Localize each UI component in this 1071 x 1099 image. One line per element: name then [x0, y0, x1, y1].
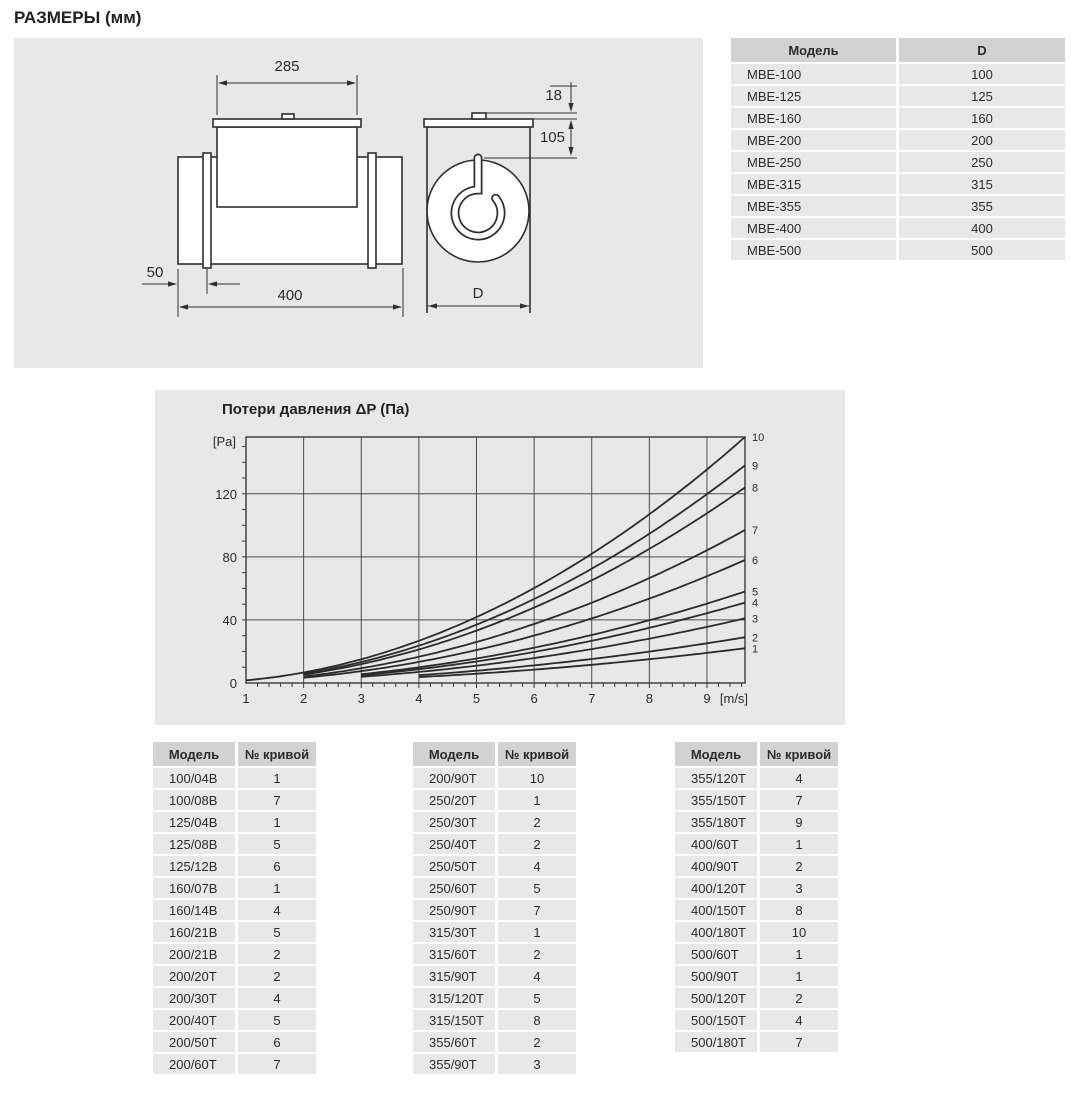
dim-width-top: 285 — [274, 58, 300, 75]
x-tick-label: 9 — [703, 691, 711, 706]
table-row — [413, 856, 576, 876]
table-row — [153, 988, 316, 1008]
x-axis-unit: [m/s] — [719, 691, 749, 706]
curve-label: 8 — [752, 482, 759, 495]
model-cell: 200/40Т — [153, 1010, 235, 1030]
column-header: Модель — [413, 742, 495, 766]
size-table — [728, 36, 1068, 262]
model-cell: 315/150Т — [413, 1010, 495, 1030]
duct-heater-side-view — [178, 114, 402, 268]
value-cell: 7 — [760, 790, 838, 810]
model-cell: 355/90Т — [413, 1054, 495, 1074]
value-cell: 125 — [899, 86, 1065, 106]
table-row — [675, 922, 838, 942]
table-row — [675, 812, 838, 832]
model-cell: 500/120Т — [675, 988, 757, 1008]
model-cell: 400/90Т — [675, 856, 757, 876]
model-cell: 160/21В — [153, 922, 235, 942]
value-cell: 1 — [760, 966, 838, 986]
right-flange — [368, 153, 376, 268]
pressure-chart-svg — [155, 390, 845, 725]
value-cell: 1 — [238, 768, 316, 788]
y-tick-label: 40 — [222, 612, 237, 628]
value-cell: 4 — [498, 856, 576, 876]
table-row — [731, 86, 1065, 106]
model-cell: МВЕ-250 — [731, 152, 896, 172]
value-cell: 160 — [899, 108, 1065, 128]
value-cell: 5 — [498, 878, 576, 898]
model-cell: 315/30Т — [413, 922, 495, 942]
model-cell: 315/60Т — [413, 944, 495, 964]
junction-box — [217, 127, 357, 207]
value-cell: 1 — [760, 834, 838, 854]
model-cell: 355/120Т — [675, 768, 757, 788]
value-cell: 10 — [498, 768, 576, 788]
table-row — [731, 108, 1065, 128]
x-tick-label: 8 — [645, 691, 653, 706]
y-tick-label: 0 — [229, 676, 237, 691]
value-cell: 4 — [760, 1010, 838, 1030]
value-cell: 7 — [760, 1032, 838, 1052]
model-cell: МВЕ-125 — [731, 86, 896, 106]
table-row — [675, 878, 838, 898]
pressure-loss-chart-panel — [155, 390, 845, 725]
value-cell: 7 — [498, 900, 576, 920]
model-cell: МВЕ-315 — [731, 174, 896, 194]
table-row — [413, 1010, 576, 1030]
model-cell: 200/21В — [153, 944, 235, 964]
model-cell: 100/04В — [153, 768, 235, 788]
table-row — [675, 1032, 838, 1052]
value-cell: 400 — [899, 218, 1065, 238]
value-cell: 1 — [498, 922, 576, 942]
model-cell: 500/180Т — [675, 1032, 757, 1052]
dim-diameter: D — [472, 285, 484, 302]
value-cell: 200 — [899, 130, 1065, 150]
table-row — [153, 768, 316, 788]
table-row — [413, 944, 576, 964]
column-header: № кривой — [238, 742, 316, 766]
curve-label: 1 — [752, 643, 759, 656]
table-row — [413, 768, 576, 788]
value-cell: 100 — [899, 64, 1065, 84]
dim-total-length: 400 — [277, 287, 303, 304]
model-cell: МВЕ-160 — [731, 108, 896, 128]
x-tick-label: 4 — [415, 691, 423, 706]
y-tick-label: 120 — [215, 486, 237, 502]
table-row — [153, 966, 316, 986]
value-cell: 6 — [238, 1032, 316, 1052]
value-cell: 250 — [899, 152, 1065, 172]
page-title: РАЗМЕРЫ (мм) — [14, 8, 142, 27]
model-cell: 250/40Т — [413, 834, 495, 854]
column-header: № кривой — [498, 742, 576, 766]
model-cell: МВЕ-200 — [731, 130, 896, 150]
curve-label: 9 — [752, 460, 759, 473]
table-row — [413, 790, 576, 810]
model-cell: 200/60Т — [153, 1054, 235, 1074]
technical-drawing-svg — [14, 38, 703, 368]
model-cell: 400/120Т — [675, 878, 757, 898]
model-cell: 500/90Т — [675, 966, 757, 986]
x-tick-label: 5 — [472, 691, 481, 706]
table-row — [413, 1054, 576, 1074]
table-row — [153, 790, 316, 810]
chart-title: Потери давления ΔP (Па) — [222, 401, 410, 418]
table-row — [731, 174, 1065, 194]
x-tick-label: 2 — [300, 691, 308, 706]
curve-label: 5 — [752, 586, 759, 599]
curve-label: 7 — [752, 525, 759, 538]
model-cell: 315/90Т — [413, 966, 495, 986]
model-cell: 250/20Т — [413, 790, 495, 810]
model-cell: 250/50Т — [413, 856, 495, 876]
model-cell: 400/180Т — [675, 922, 757, 942]
value-cell: 315 — [899, 174, 1065, 194]
model-cell: 250/90Т — [413, 900, 495, 920]
value-cell: 7 — [238, 1054, 316, 1074]
table-row — [153, 900, 316, 920]
value-cell: 1 — [760, 944, 838, 964]
column-header: Модель — [153, 742, 235, 766]
table-row — [153, 834, 316, 854]
column-header: D — [899, 38, 1065, 62]
table-row — [153, 1032, 316, 1052]
value-cell: 4 — [238, 900, 316, 920]
value-cell: 2 — [238, 944, 316, 964]
value-cell: 5 — [238, 922, 316, 942]
table-row — [731, 64, 1065, 84]
model-cell: МВЕ-400 — [731, 218, 896, 238]
curve-label: 4 — [752, 597, 759, 610]
table-row — [675, 988, 838, 1008]
table-row — [675, 790, 838, 810]
value-cell: 5 — [498, 988, 576, 1008]
table-row — [731, 130, 1065, 150]
table-row — [675, 768, 838, 788]
pressure-curve-9 — [304, 465, 745, 673]
curve-label: 3 — [752, 613, 759, 626]
table-row — [675, 856, 838, 876]
model-cell: МВЕ-500 — [731, 240, 896, 260]
size-table-header-row — [731, 38, 1065, 62]
model-cell: 200/50Т — [153, 1032, 235, 1052]
value-cell: 7 — [238, 790, 316, 810]
table-row — [675, 944, 838, 964]
x-tick-label: 6 — [530, 691, 538, 706]
dim-end-offset: 50 — [146, 264, 164, 281]
pressure-curve-8 — [304, 488, 745, 675]
table-row — [413, 812, 576, 832]
value-cell: 8 — [498, 1010, 576, 1030]
value-cell: 3 — [760, 878, 838, 898]
table-row — [731, 240, 1065, 260]
curve-table-header-row — [413, 742, 576, 766]
table-row — [731, 152, 1065, 172]
curve-table-3 — [672, 740, 841, 1054]
model-cell: 355/60Т — [413, 1032, 495, 1052]
table-row — [153, 812, 316, 832]
table-row — [731, 218, 1065, 238]
value-cell: 8 — [760, 900, 838, 920]
table-row — [413, 966, 576, 986]
model-cell: 400/60Т — [675, 834, 757, 854]
table-row — [153, 944, 316, 964]
value-cell: 2 — [498, 834, 576, 854]
dimensions-drawing-panel — [14, 38, 703, 368]
front-lid-handle — [472, 113, 486, 119]
model-cell: 500/150Т — [675, 1010, 757, 1030]
model-cell: 355/150Т — [675, 790, 757, 810]
value-cell: 4 — [238, 988, 316, 1008]
model-cell: 100/08В — [153, 790, 235, 810]
value-cell: 5 — [238, 834, 316, 854]
dim-cover-height: 18 — [545, 87, 562, 104]
value-cell: 355 — [899, 196, 1065, 216]
curve-table-1 — [150, 740, 319, 1076]
value-cell: 2 — [498, 944, 576, 964]
value-cell: 500 — [899, 240, 1065, 260]
value-cell: 4 — [498, 966, 576, 986]
x-tick-label: 1 — [242, 691, 250, 706]
x-tick-label: 7 — [588, 691, 596, 706]
curve-table-header-row — [675, 742, 838, 766]
table-row — [153, 922, 316, 942]
table-row — [675, 834, 838, 854]
table-row — [413, 878, 576, 898]
model-cell: 500/60Т — [675, 944, 757, 964]
table-row — [413, 900, 576, 920]
table-row — [675, 1010, 838, 1030]
curve-label: 6 — [752, 555, 759, 567]
curve-label: 10 — [752, 432, 765, 444]
model-cell: 400/150Т — [675, 900, 757, 920]
model-cell: 250/60Т — [413, 878, 495, 898]
y-tick-label: 80 — [222, 549, 237, 565]
value-cell: 1 — [238, 878, 316, 898]
value-cell: 2 — [238, 966, 316, 986]
table-row — [675, 966, 838, 986]
value-cell: 2 — [760, 856, 838, 876]
model-cell: 315/120Т — [413, 988, 495, 1008]
pressure-curve-10 — [246, 437, 745, 680]
value-cell: 9 — [760, 812, 838, 832]
column-header: Модель — [675, 742, 757, 766]
model-cell: 160/07В — [153, 878, 235, 898]
table-row — [413, 834, 576, 854]
model-cell: 200/20Т — [153, 966, 235, 986]
model-cell: 250/30Т — [413, 812, 495, 832]
model-cell: 200/30Т — [153, 988, 235, 1008]
model-cell: 125/12В — [153, 856, 235, 876]
x-tick-label: 3 — [357, 691, 365, 706]
value-cell: 1 — [498, 790, 576, 810]
duct-heater-front-view — [424, 113, 533, 313]
value-cell: 2 — [498, 812, 576, 832]
table-row — [413, 922, 576, 942]
value-cell: 2 — [760, 988, 838, 1008]
value-cell: 10 — [760, 922, 838, 942]
model-cell: 125/04В — [153, 812, 235, 832]
table-row — [153, 1010, 316, 1030]
model-cell: МВЕ-100 — [731, 64, 896, 84]
model-cell: 355/180Т — [675, 812, 757, 832]
curve-table-2 — [410, 740, 579, 1076]
curve-table-header-row — [153, 742, 316, 766]
left-flange — [203, 153, 211, 268]
value-cell: 2 — [498, 1032, 576, 1052]
y-axis-unit: [Pa] — [212, 434, 236, 449]
value-cell: 6 — [238, 856, 316, 876]
table-row — [731, 196, 1065, 216]
curve-label: 2 — [752, 632, 759, 645]
model-cell: 200/90Т — [413, 768, 495, 788]
column-header: Модель — [731, 38, 896, 62]
front-lid — [424, 119, 533, 127]
dim-box-depth: 105 — [539, 129, 565, 146]
table-row — [413, 988, 576, 1008]
junction-box-lid — [213, 119, 361, 127]
value-cell: 5 — [238, 1010, 316, 1030]
table-row — [153, 878, 316, 898]
value-cell: 3 — [498, 1054, 576, 1074]
table-row — [413, 1032, 576, 1052]
table-row — [153, 1054, 316, 1074]
model-cell: 125/08В — [153, 834, 235, 854]
value-cell: 1 — [238, 812, 316, 832]
table-row — [675, 900, 838, 920]
model-cell: МВЕ-355 — [731, 196, 896, 216]
model-cell: 160/14В — [153, 900, 235, 920]
value-cell: 4 — [760, 768, 838, 788]
table-row — [153, 856, 316, 876]
lid-handle — [282, 114, 294, 119]
column-header: № кривой — [760, 742, 838, 766]
